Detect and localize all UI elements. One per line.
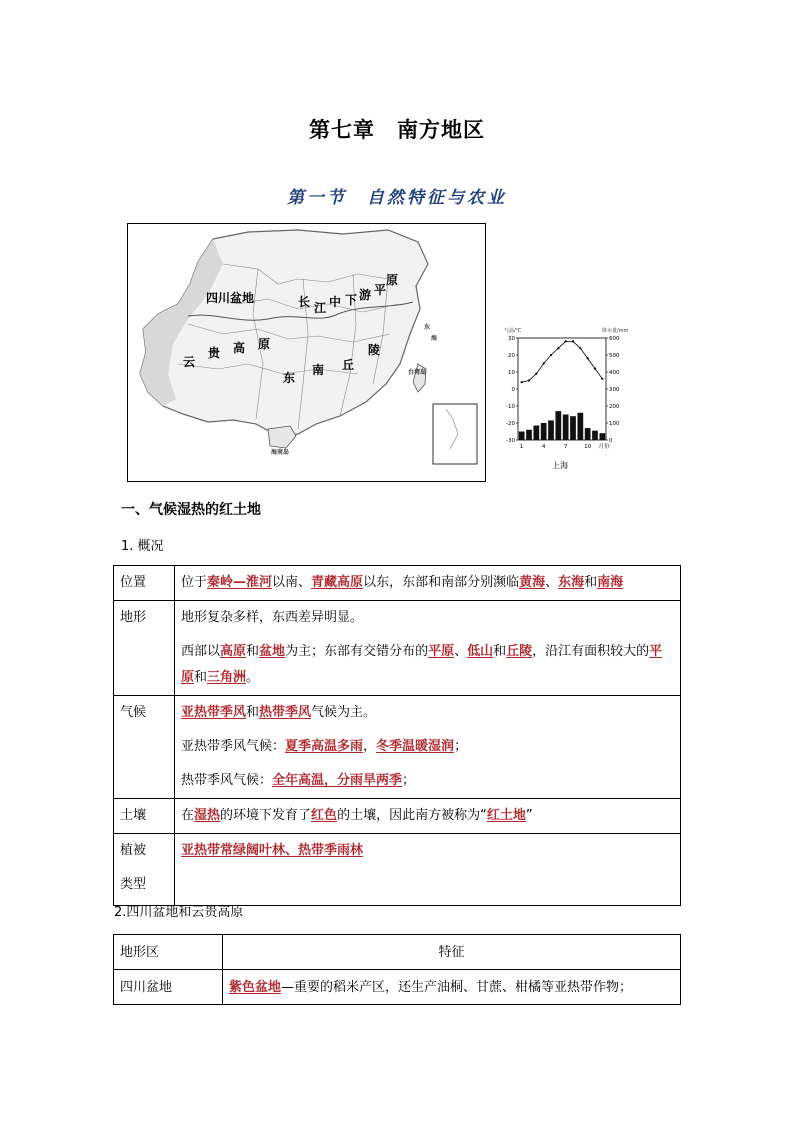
precip-bar	[526, 430, 532, 440]
temperature-point	[572, 340, 574, 342]
highlight: 盆地	[259, 644, 286, 659]
precip-bar	[548, 420, 554, 440]
overview-table	[113, 565, 681, 906]
highlight: 秦岭—淮河	[207, 575, 273, 590]
row-value-climate	[175, 696, 681, 799]
temperature-point	[535, 373, 537, 375]
row-value-soil	[175, 799, 681, 834]
text: 和	[246, 644, 260, 659]
text: 和	[246, 705, 260, 720]
map-label-dongnan: 东	[283, 371, 296, 385]
map-label: 江	[314, 301, 327, 315]
shanghai-climate-chart	[490, 322, 640, 472]
text: 亚热带季风气候：	[181, 739, 286, 754]
south-sea-inset	[433, 404, 477, 464]
table-header-row	[114, 935, 681, 970]
highlight: 低山	[467, 644, 494, 659]
precip-bar	[585, 428, 591, 440]
south-china-map	[127, 223, 486, 482]
text: 的环境下发育了	[220, 808, 312, 823]
highlight: 三角洲	[207, 670, 247, 685]
right-tick-label: 400	[609, 370, 620, 376]
map-label: 南	[312, 363, 325, 377]
table-row	[114, 799, 681, 834]
heading-1-2: 2.四川盆地和云贵高原	[114, 905, 244, 920]
left-tick-label: -20	[506, 421, 515, 427]
text: 类型	[120, 877, 147, 892]
row-key-sichuan: 四川盆地	[114, 970, 223, 1005]
map-label: 原	[386, 273, 399, 287]
table-row	[114, 566, 681, 601]
plot-frame	[518, 338, 606, 440]
precip-bar	[563, 415, 569, 441]
text: 、	[454, 644, 468, 659]
map-label-yungui: 云	[183, 355, 196, 369]
climate-line-1	[181, 700, 674, 726]
heading-1: 一、气候湿热的红土地	[121, 502, 261, 518]
x-tick-label: 7	[563, 444, 568, 450]
table-row	[114, 834, 681, 906]
left-tick-label: 30	[508, 336, 515, 342]
highlight: 平原	[181, 644, 663, 685]
text: 植被	[120, 843, 147, 858]
temperature-point	[528, 379, 530, 381]
temperature-point	[579, 347, 581, 349]
text: —重要的稻米产区，还生产油桐、甘蔗、柑橘等亚热带作物；	[281, 980, 633, 995]
text: 西部以	[181, 644, 221, 659]
row-value-sichuan	[223, 970, 681, 1005]
right-axis-label: 降水量/mm	[602, 328, 629, 334]
x-tick-label: 10	[584, 444, 592, 450]
text: 以东，东部和南部分别濒临	[363, 575, 520, 590]
text: ；	[454, 739, 468, 754]
text: 气候为主。	[311, 705, 377, 720]
precip-bar	[519, 432, 525, 441]
map-label: 中	[329, 295, 342, 309]
x-tick-label: 1	[519, 444, 524, 450]
left-tick-label: 10	[508, 370, 515, 376]
highlight: 紫色盆地	[229, 980, 282, 995]
x-tick-label: 月份	[598, 444, 610, 450]
right-tick-label: 500	[609, 353, 620, 359]
climate-line-3	[181, 768, 674, 794]
text: 和	[493, 644, 507, 659]
temperature-point	[565, 340, 567, 342]
text: 热带季风气候：	[181, 773, 273, 788]
precip-bar	[555, 411, 561, 440]
text: 和	[194, 670, 208, 685]
map-label: 长	[298, 295, 311, 309]
climate-chart-svg	[490, 322, 640, 472]
text: 位于	[181, 575, 208, 590]
map-label: 高	[233, 341, 246, 355]
left-axis-label: 气温/℃	[504, 328, 522, 334]
highlight: 东海	[558, 575, 585, 590]
temperature-point	[543, 362, 545, 364]
highlight: 热带季风	[259, 705, 312, 720]
text: 以南、	[272, 575, 312, 590]
landform-table	[113, 934, 681, 1005]
left-tick-label: 0	[511, 387, 515, 393]
climate-line-2	[181, 734, 674, 760]
temperature-line	[522, 341, 603, 382]
row-key-vegetation	[114, 834, 175, 906]
text: 为主；东部有交错分布的	[285, 644, 429, 659]
highlight: 冬季温暖湿润	[376, 739, 455, 754]
highlight: 南海	[597, 575, 624, 590]
temperature-point	[521, 381, 523, 383]
temperature-point	[557, 347, 559, 349]
right-tick-label: 0	[609, 438, 613, 444]
highlight: 红土地	[486, 808, 526, 823]
right-tick-label: 600	[609, 336, 620, 342]
text: 。	[246, 670, 260, 685]
row-key-terrain: 地形	[114, 601, 175, 696]
row-value-vegetation	[175, 834, 681, 906]
text: ；	[402, 773, 416, 788]
row-value-terrain	[175, 601, 681, 696]
highlight: 夏季高温多雨	[285, 739, 364, 754]
precip-bar	[599, 433, 605, 440]
text: ”	[525, 808, 533, 823]
highlight: 平原	[428, 644, 455, 659]
col-header-feature: 特征	[223, 935, 681, 970]
map-label: 游	[359, 288, 372, 302]
map-label: 贵	[208, 346, 221, 360]
text: 、	[545, 575, 559, 590]
highlight: 亚热带常绿阔叶林、热带季雨林	[181, 843, 364, 858]
map-label-taiwan: 台湾岛	[408, 369, 427, 376]
row-key-climate: 气候	[114, 696, 175, 799]
precip-bar	[570, 416, 576, 440]
temperature-point	[594, 368, 596, 370]
left-tick-label: 20	[508, 353, 515, 359]
text: ，	[363, 739, 377, 754]
heading-1-1: 1. 概况	[121, 539, 164, 554]
highlight: 全年高温，分雨旱两季	[272, 773, 403, 788]
temperature-point	[587, 357, 589, 359]
text: 在	[181, 808, 195, 823]
left-tick-label: -30	[506, 438, 515, 444]
map-label: 下	[345, 293, 358, 307]
section-title: 第一节 自然特征与农业	[287, 188, 507, 208]
temperature-point	[550, 354, 552, 356]
highlight: 亚热带季风	[181, 705, 247, 720]
highlight: 丘陵	[506, 644, 533, 659]
temperature-point	[601, 378, 603, 380]
precip-bar	[541, 423, 547, 440]
right-tick-label: 200	[609, 404, 620, 410]
text: 和	[584, 575, 598, 590]
highlight: 高原	[220, 644, 247, 659]
left-tick-label: -10	[506, 404, 515, 410]
map-label-sichuan: 四川盆地	[206, 291, 255, 305]
chart-title: 上海	[552, 461, 568, 470]
map-label: 原	[258, 337, 271, 351]
region-outline	[140, 230, 431, 436]
row-key-soil: 土壤	[114, 799, 175, 834]
row-key-location: 位置	[114, 566, 175, 601]
map-label: 丘	[342, 358, 355, 372]
map-label-dong: 东	[424, 324, 431, 331]
right-tick-label: 300	[609, 387, 620, 393]
precip-bar	[592, 431, 598, 440]
table-row	[114, 696, 681, 799]
text: ，沿江有面积较大的	[532, 644, 650, 659]
table-row	[114, 970, 681, 1005]
terrain-line-1: 地形复杂多样，东西差异明显。	[181, 610, 364, 625]
precip-bar	[533, 426, 539, 440]
x-tick-label: 4	[541, 444, 546, 450]
highlight: 青藏高原	[311, 575, 364, 590]
text: 的土壤，因此南方被称为“	[337, 808, 487, 823]
highlight: 黄海	[519, 575, 546, 590]
map-label-hainan: 海南岛	[271, 449, 290, 456]
table-row	[114, 601, 681, 696]
hainan-island	[268, 426, 296, 448]
row-value-location	[175, 566, 681, 601]
col-header-region: 地形区	[114, 935, 223, 970]
highlight: 红色	[311, 808, 338, 823]
chapter-title: 第七章 南方地区	[309, 117, 485, 142]
precip-bar	[577, 413, 583, 440]
map-label: 陵	[368, 343, 381, 357]
terrain-line-2	[181, 639, 674, 691]
highlight: 湿热	[194, 808, 221, 823]
map-label-hai: 海	[431, 335, 438, 342]
map-drawing	[128, 224, 485, 481]
right-tick-label: 100	[609, 421, 620, 427]
map-label: 平	[374, 283, 387, 297]
